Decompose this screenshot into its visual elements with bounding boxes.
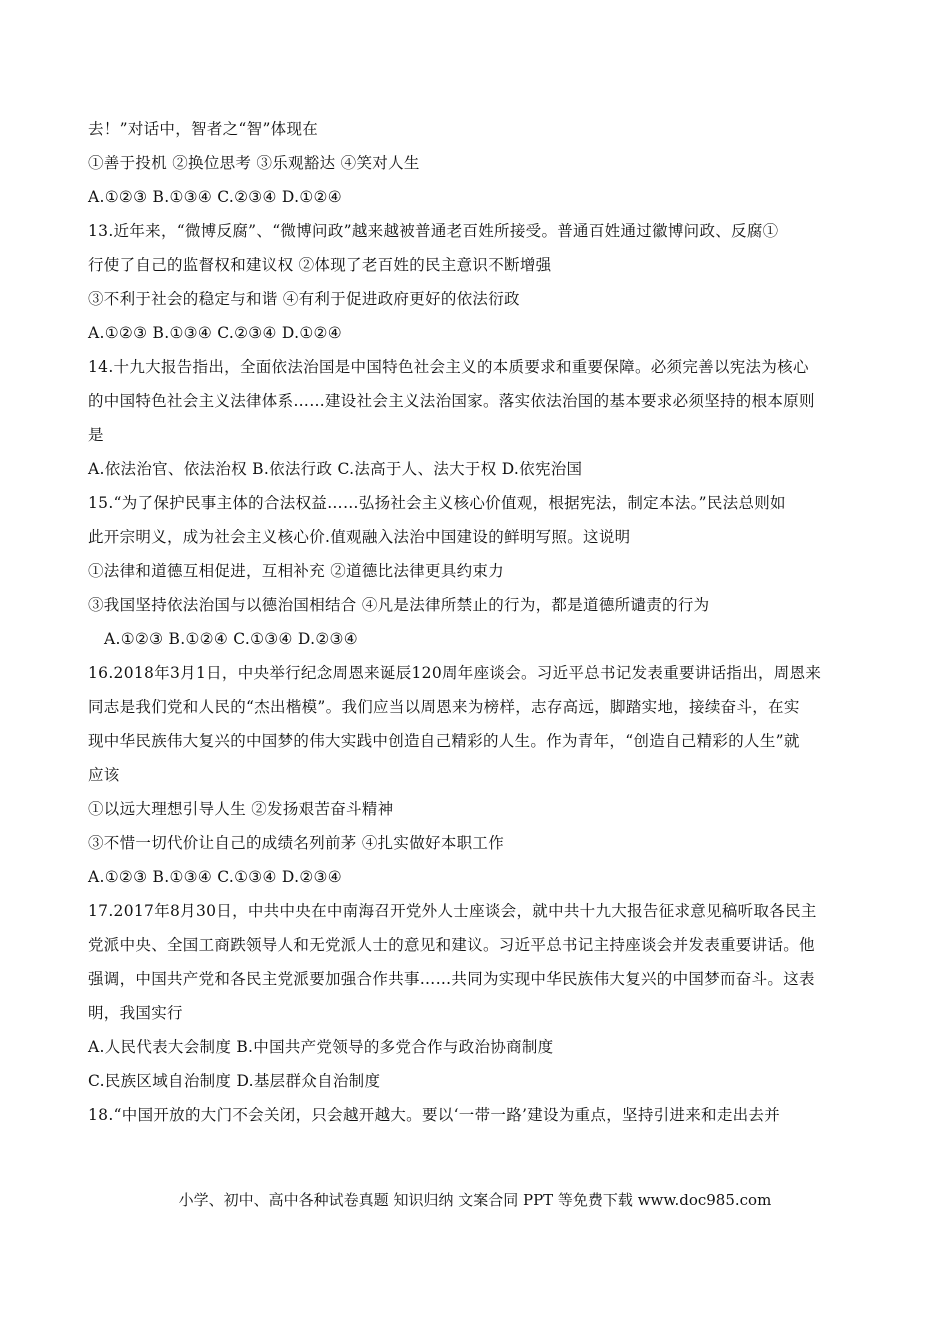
text-line: ③不惜一切代价让自己的成绩名列前茅 ④扎实做好本职工作 xyxy=(88,834,505,852)
question-17: 17.2017年8月30日，中共中央在中南海召开党外人士座谈会，就中共十九大报告征求意见稿听取各民主 xyxy=(88,902,817,920)
text-line: ③不利于社会的稳定与和谐 ④有利于促进政府更好的依法衍政 xyxy=(88,290,520,308)
text-line: 去！”对话中，智者之“智”体现在 xyxy=(88,120,319,138)
text-line: 党派中央、全国工商跌领导人和无党派人士的意见和建议。习近平总书记主持座谈会并发表重要讲话。他 xyxy=(88,936,815,954)
question-14: 14.十九大报告指出，全面依法治国是中国特色社会主义的本质要求和重要保障。必须完善以宪法为核心 xyxy=(88,358,809,376)
text-line: 的中国特色社会主义法律体系……建设社会主义法治国家。落实依法治国的基本要求必须坚持的根本原则 xyxy=(88,392,815,410)
question-18: 18.“中国开放的大门不会关闭，只会越开越大。要以‘一带一路’建设为重点，坚持引进来和走出去并 xyxy=(88,1106,781,1124)
answer-choices: A.人民代表大会制度 B.中国共产党领导的多党合作与政治协商制度 xyxy=(88,1038,554,1056)
text-line: 应该 xyxy=(88,766,120,784)
answer-choices: A.依法治官、依法治权 B.依法行政 C.法高于人、法大于权 D.依宪治国 xyxy=(88,460,583,478)
answer-choices: A.①②③ B.①③④ C.②③④ D.①②④ xyxy=(88,188,342,206)
document-body xyxy=(88,112,868,1132)
answer-choices: A.①②③ B.①②④ C.①③④ D.②③④ xyxy=(104,630,358,648)
text-line: 强调，中国共产党和各民主党派要加强合作共事……共同为实现中华民族伟大复兴的中国梦而奋斗。这表 xyxy=(88,970,815,988)
text-line: ①善于投机 ②换位思考 ③乐观豁达 ④笑对人生 xyxy=(88,154,420,172)
question-13: 13.近年来，“微博反腐”、“微博问政”越来越被普通老百姓所接受。普通百姓通过徽博问政、反腐① xyxy=(88,222,779,240)
page-footer: 小学、初中、高中各种试卷真题 知识归纳 文案合同 PPT 等免费下载 www.doc985.com xyxy=(178,1191,772,1209)
text-line: 是 xyxy=(88,426,104,444)
text-line: 同志是我们党和人民的“杰出楷模”。我们应当以周恩来为榜样，志存高远，脚踏实地，接续奋斗，在实 xyxy=(88,698,800,716)
text-line: ①法律和道德互相促进，互相补充 ②道德比法律更具约束力 xyxy=(88,562,505,580)
text-line: 行使了自己的监督权和建议权 ②体现了老百姓的民主意识不断增强 xyxy=(88,256,552,274)
text-line: ①以远大理想引导人生 ②发扬艰苦奋斗精神 xyxy=(88,800,394,818)
question-15: 15.“为了保护民事主体的合法权益……弘扬社会主义核心价值观，根据宪法，制定本法。”民法总则如 xyxy=(88,494,786,512)
answer-choices: A.①②③ B.①③④ C.②③④ D.①②④ xyxy=(88,324,342,342)
text-line: ③我国坚持依法治国与以德治国相结合 ④凡是法律所禁止的行为，都是道德所谴责的行为 xyxy=(88,596,710,614)
text-line: 此开宗明义，成为社会主义核心价.值观融入法治中国建设的鲜明写照。这说明 xyxy=(88,528,631,546)
answer-choices: C.民族区域自治制度 D.基层群众自治制度 xyxy=(88,1072,381,1090)
question-16: 16.2018年3月1日，中央举行纪念周恩来诞辰120周年座谈会。习近平总书记发表重要讲话指出，周恩来 xyxy=(88,664,822,682)
text-line: 现中华民族伟大复兴的中国梦的伟大实践中创造自己精彩的人生。作为青年，“创造自己精彩的人生”就 xyxy=(88,732,800,750)
text-line: 明，我国实行 xyxy=(88,1004,183,1022)
answer-choices: A.①②③ B.①③④ C.①③④ D.②③④ xyxy=(88,868,342,886)
